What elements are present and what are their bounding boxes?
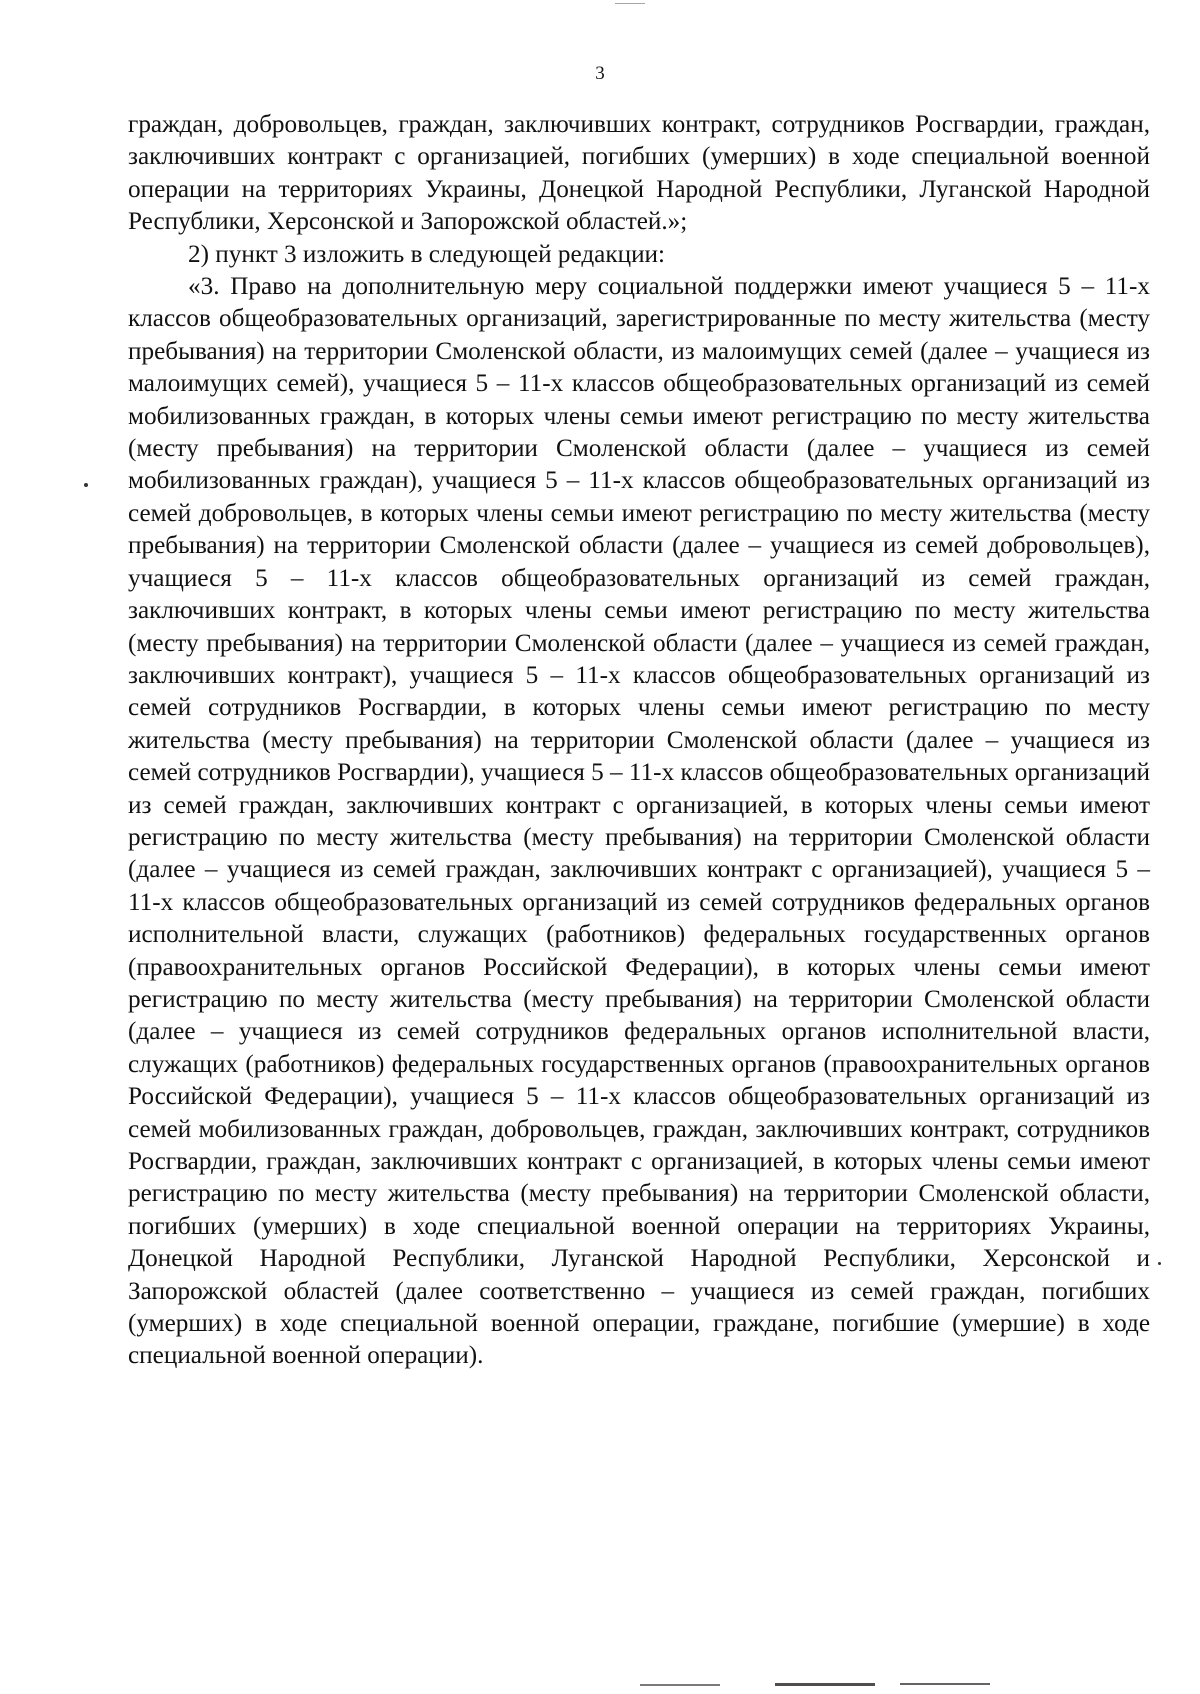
paragraph-amendment-instruction: 2) пункт 3 изложить в следующей редакции: bbox=[188, 240, 666, 268]
scan-artifact-line bbox=[640, 1684, 720, 1686]
scan-artifact-line bbox=[775, 1683, 875, 1686]
document-body bbox=[128, 109, 1150, 1373]
paragraph-continuation: граждан, добровольцев, граждан, заключивших контракт, сотрудников Росгвардии, граждан, заключивших контракт с организацией, погибших (умерших) в ходе специальной военной операции на территориях Украины, Донецкой Народной Республики, Луганской Народной Республики, Херсонской и Запорожской областей.»; bbox=[128, 111, 1150, 236]
scan-artifact-line bbox=[615, 3, 645, 4]
scan-artifact-line bbox=[900, 1683, 990, 1685]
scan-artifact-dot bbox=[84, 483, 88, 487]
paragraph-point-3: «3. Право на дополнительную меру социальной поддержки имеют учащиеся 5 – 11-х классов общеобразовательных организаций, зарегистрированные по месту жительства (месту пребывания) на территории Смоленской области, из малоимущих семей (далее – учащиеся из малоимущих семей), учащиеся 5 – 11-х классов общеобразовательных организаций из семей мобилизованных граждан, в которых члены семьи имеют регистрацию по месту жительства (месту пребывания) на территории Смоленской области (далее – учащиеся из семей мобилизованных граждан), учащиеся 5 – 11-х классов общеобразовательных организаций из семей добровольцев, в которых члены семьи имеют регистрацию по месту жительства (месту пребывания) на территории Смоленской области (далее – учащиеся из семей добровольцев), учащиеся 5 – 11-х классов общеобразовательных организаций из семей граждан, заключивших контракт, в которых члены семьи имеют регистрацию по месту жительства (месту пребывания) на территории Смоленской области (далее – учащиеся из семей граждан, заключивших контракт), учащиеся 5 – 11-х классов общеобразовательных организаций из семей сотрудников Росгвардии, в которых члены семьи имеют регистрацию по месту жительства (месту пребывания) на территории Смоленской области (далее – учащиеся из семей сотрудников Росгвардии), учащиеся 5 – 11-х классов общеобразовательных организаций из семей граждан, заключивших контракт с организацией, в которых члены семьи имеют регистрацию по месту жительства (месту пребывания) на территории Смоленской области (далее – учащиеся из семей граждан, заключивших контракт с организацией), учащиеся 5 – 11-х классов общеобразовательных организаций из семей сотрудников федеральных органов исполнительной власти, служащих (работников) федеральных государственных органов (правоохранительных органов Российской Федерации), в которых члены семьи имеют регистрацию по месту жительства (месту пребывания) на территории Смоленской области (далее – учащиеся из семей сотрудников федеральных органов исполнительной власти, служащих (работников) федеральных государственных органов (правоохранительных органов Российской Федерации), учащиеся 5 – 11-х классов общеобразовательных организаций из семей мобилизованных граждан, добровольцев, граждан, заключивших контракт, сотрудников Росгвардии, граждан, заключивших контракт с организацией, в которых члены семьи имеют регистрацию по месту жительства (месту пребывания) на территории Смоленской области, погибших (умерших) в ходе специальной военной операции на территориях Украины, Донецкой Народной Республики, Луганской Народной Республики, Херсонской и Запорожской областей (далее соответственно – учащиеся из семей граждан, погибших (умерших) в ходе специальной военной операции, граждане, погибшие (умершие) в ходе специальной военной операции). bbox=[128, 273, 1150, 1370]
scan-artifact-dot bbox=[1158, 1262, 1161, 1265]
page-number: 3 bbox=[595, 63, 605, 84]
